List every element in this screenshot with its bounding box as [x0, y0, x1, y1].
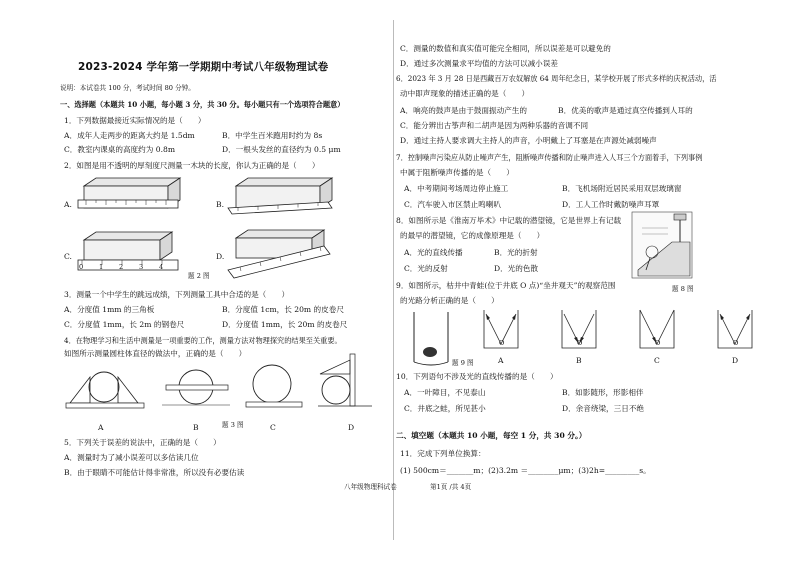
q7-option-c: C．汽车驶入市区禁止鸣喇叭: [404, 200, 501, 209]
ruler-num-1: 1: [99, 263, 104, 271]
q2-figure-d: [228, 230, 343, 280]
q7-option-a: A．中考期间考场周边停止施工: [404, 184, 509, 193]
q9-well-figure: [408, 312, 458, 368]
q5-option-b: B．由于眼睛不可能估计得非常准，所以没有必要估读: [64, 468, 245, 477]
q4-label-b: B: [193, 423, 199, 432]
q2-label-a: A.: [64, 200, 72, 209]
q9-label-d: D: [732, 356, 739, 365]
q1-stem: 1．下列数据最接近实际情况的是（ ）: [64, 116, 206, 125]
q8-stem-line1: 8．如图所示是《淮南万毕术》中记载的潜望镜，它是世界上有记载: [396, 216, 622, 225]
q4-label-c: C: [270, 423, 276, 432]
q8-option-c: C．光的反射: [404, 264, 448, 273]
q1-option-b: B．中学生百米跑用时约为 8s: [222, 131, 323, 140]
q2-figure-c: [76, 232, 186, 277]
q2-figure-b: [228, 178, 338, 228]
q5-option-d: D．通过多次测量求平均值的方法可以减小误差: [400, 59, 558, 68]
q9-stem-line1: 9．如图所示，枯井中青蛙(位于井底 O 点)“坐井观天”的观察范围: [396, 281, 616, 290]
q5-option-a: A．测量时为了减小误差可以多估读几位: [64, 453, 199, 462]
q6-stem-line1: 6．2023 年 3 月 28 日是西藏百万农奴解放 64 周年纪念日，某学校开展了形式多样的庆祝活动，活: [396, 74, 717, 83]
q8-option-b: B．光的折射: [494, 248, 538, 257]
q6-option-c: C．能分辨出古筝声和二胡声是因为两种乐器的音调不同: [400, 121, 589, 130]
q2-label-b: B.: [216, 200, 224, 209]
q5-stem: 5．下列关于误差的说法中，正确的是（ ）: [64, 438, 221, 447]
q7-stem-line2: 中属于阻断噪声传播的是（ ）: [400, 168, 514, 177]
ruler-num-4: 4: [159, 263, 164, 271]
q10-option-a: A．一叶障目，不见泰山: [404, 388, 486, 397]
q4-figure-d: [316, 352, 376, 414]
q9-o-d: O: [733, 339, 739, 347]
q8-periscope-figure: [632, 212, 694, 280]
q4-stem-line2: 如图所示测量圆柱体直径的做法中，正确的是（ ）: [64, 349, 247, 358]
q2-label-d: D.: [216, 252, 225, 261]
q7-stem-line1: 7．控制噪声污染应从防止噪声产生，阻断噪声传播和防止噪声进入人耳三个方面着手，下列事例: [396, 153, 703, 162]
q9-label-b: B: [576, 356, 582, 365]
q8-option-d: D．光的色散: [494, 264, 539, 273]
q3-option-d: D．分度值 1mm，长 20m 的皮卷尺: [222, 320, 348, 329]
footer-page-number: 第1页 /共 4页: [430, 483, 472, 491]
q9-o-a: O: [499, 339, 505, 347]
ruler-num-3: 3: [139, 263, 144, 271]
left-column: [0, 0, 392, 561]
q4-figure-c: [240, 360, 310, 415]
q7-option-d: D．工人工作时戴防噪声耳罩: [562, 200, 660, 209]
q5-option-c: C．测量的数值和真实值可能完全相同，所以误差是可以避免的: [400, 44, 611, 53]
q8-option-a: A．光的直线传播: [404, 248, 463, 257]
q6-option-d: D．通过主持人要求调大主持人的声音，小明戴上了耳塞是在声源处减弱噪声: [400, 136, 657, 145]
right-column: [344, 0, 794, 561]
q9-stem-line2: 的光路分析正确的是（ ）: [400, 296, 499, 305]
q1-option-a: A．成年人走两步的距离大约是 1.5dm: [64, 131, 195, 140]
exam-note: 说明：本试卷共 100 分，考试时间 80 分钟。: [60, 84, 195, 92]
section1-heading: 一、选择题（本题共 10 小题，每小题 3 分，共 30 分。每小题只有一个选项符合题意）: [60, 100, 345, 109]
q3-option-c: C．分度值 1mm，长 2m 的钢卷尺: [64, 320, 185, 329]
q6-stem-line2: 动中即声现象的描述正确的是（ ）: [400, 89, 530, 98]
q9-o-c: O: [655, 339, 661, 347]
exam-title: 2023-2024 学年第一学期期中考试八年级物理试卷: [78, 61, 329, 73]
q6-option-b: B．优美的歌声是通过真空传播到人耳的: [558, 106, 693, 115]
q4-figure-b: [162, 365, 232, 413]
q10-option-c: C．井底之蛙，所见甚小: [404, 404, 486, 413]
q4-label-a: A: [98, 423, 104, 432]
q4-figure-caption: 题 3 图: [222, 421, 244, 429]
q11-stem: 11．完成下列单位换算：: [400, 449, 486, 458]
q2-label-c: C.: [64, 252, 72, 261]
q9-figure-caption: 题 9 图: [452, 359, 474, 367]
q3-option-b: B．分度值 1cm，长 20m 的皮卷尺: [222, 305, 344, 314]
q8-stem-line2: 的最早的潜望镜，它的成像原理是（ ）: [400, 231, 545, 240]
q9-o-b: O: [577, 339, 583, 347]
q1-option-d: D．一根头发丝的直径约为 0.5 μm: [222, 145, 341, 154]
q9-label-a: A: [498, 356, 504, 365]
q10-option-b: B．如影随形，形影相伴: [562, 388, 644, 397]
q7-option-b: B．飞机场附近居民采用双层玻璃窗: [562, 184, 682, 193]
section2-heading: 二、填空题（本题共 10 小题，每空 1 分，共 30 分。）: [396, 431, 587, 440]
q2-figure-caption: 题 2 图: [188, 272, 210, 280]
q3-option-a: A．分度值 1mm 的三角板: [64, 305, 155, 314]
q4-label-d: D: [348, 423, 355, 432]
q9-label-c: C: [654, 356, 660, 365]
q4-stem-line1: 4．在物理学习和生活中测量是一项重要的工作，测量方法对物理探究的结果至关重要。: [64, 336, 342, 345]
q10-stem: 10．下列语句不涉及光的直线传播的是（ ）: [396, 372, 558, 381]
ruler-num-2: 2: [119, 263, 124, 271]
q9-light-paths: [476, 308, 776, 356]
q6-option-a: A．响亮的鼓声是由于鼓面振动产生的: [400, 106, 527, 115]
q4-figure-a: [66, 365, 146, 413]
q3-stem: 3．测量一个中学生的跳远成绩，下列测量工具中合适的是（ ）: [64, 290, 290, 299]
footer-subject: 八年级物理科试卷: [344, 483, 397, 491]
q2-stem: 2．如图是用不透明的厚刻度尺测量一木块的长度，你认为正确的是（ ）: [64, 161, 320, 170]
q10-option-d: D．余音绕梁，三日不绝: [562, 404, 645, 413]
q2-figure-a: [76, 178, 186, 228]
q8-figure-caption: 题 8 图: [672, 285, 694, 293]
q1-option-c: C．教室内课桌的高度约为 0.8m: [64, 145, 176, 154]
ruler-num-0: 0: [79, 263, 84, 271]
column-divider: [393, 20, 394, 540]
q11-unit-conversion: (1) 500cm＝_______m；(2)3.2m ＝________μm；(3)2h=_________s。: [400, 466, 651, 475]
